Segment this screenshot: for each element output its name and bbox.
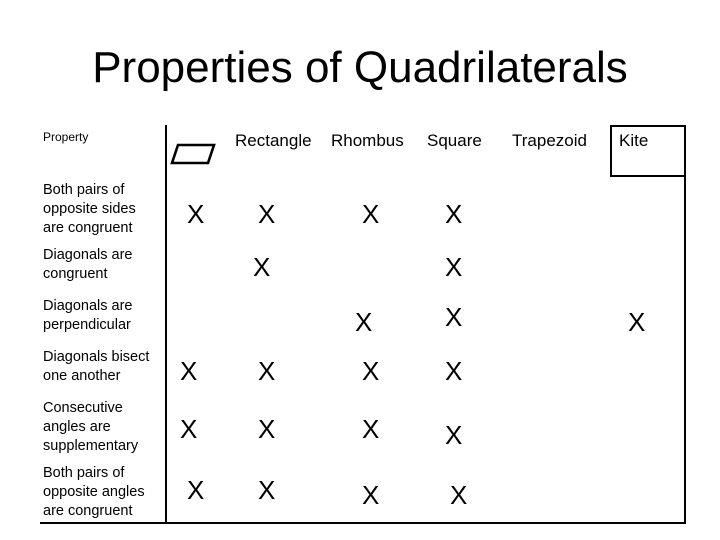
table-border-right [684,125,686,524]
row-label-diagonals-perpendicular: Diagonals are perpendicular [43,298,133,333]
check-mark: X [362,199,380,229]
row-label-opposite-sides: Both pairs of opposite sides are congruent [43,182,136,236]
check-mark: X [362,480,380,510]
check-mark: X [258,414,276,444]
check-mark: X [362,414,380,444]
row-label-diagonals-bisect: Diagonals bisect one another [43,349,150,384]
row-label-consecutive-angles: Consecutive angles are supplementary [43,400,139,454]
table-divider-trapezoid-kite [610,125,612,177]
column-header-rhombus: Rhombus [331,131,404,150]
check-mark: X [445,199,463,229]
property-header: Property [43,130,89,144]
column-header-kite: Kite [619,131,649,150]
column-header-square: Square [427,131,482,150]
check-mark: X [445,356,463,386]
check-mark: X [187,199,205,229]
check-mark: X [355,307,373,337]
check-mark: X [253,252,271,282]
row-label-diagonals-congruent: Diagonals are congruent [43,247,133,282]
table-divider-kite [610,175,686,177]
check-mark: X [450,480,468,510]
check-mark: X [628,307,646,337]
table-border-bottom [40,522,686,524]
check-mark: X [362,356,380,386]
check-mark: X [258,199,276,229]
page-title: Properties of Quadrilaterals [92,43,628,92]
table-divider-top [610,125,686,127]
table-divider-property [165,125,167,524]
check-mark: X [187,475,205,505]
check-mark: X [445,252,463,282]
check-mark: X [445,420,463,450]
check-mark: X [258,475,276,505]
check-mark: X [258,356,276,386]
column-header-rectangle: Rectangle [235,131,312,150]
column-header-trapezoid: Trapezoid [512,131,587,150]
parallelogram-icon [170,143,216,170]
check-mark: X [180,414,198,444]
check-mark: X [445,302,463,332]
check-mark: X [180,356,198,386]
row-label-opposite-angles: Both pairs of opposite angles are congruent [43,465,145,519]
